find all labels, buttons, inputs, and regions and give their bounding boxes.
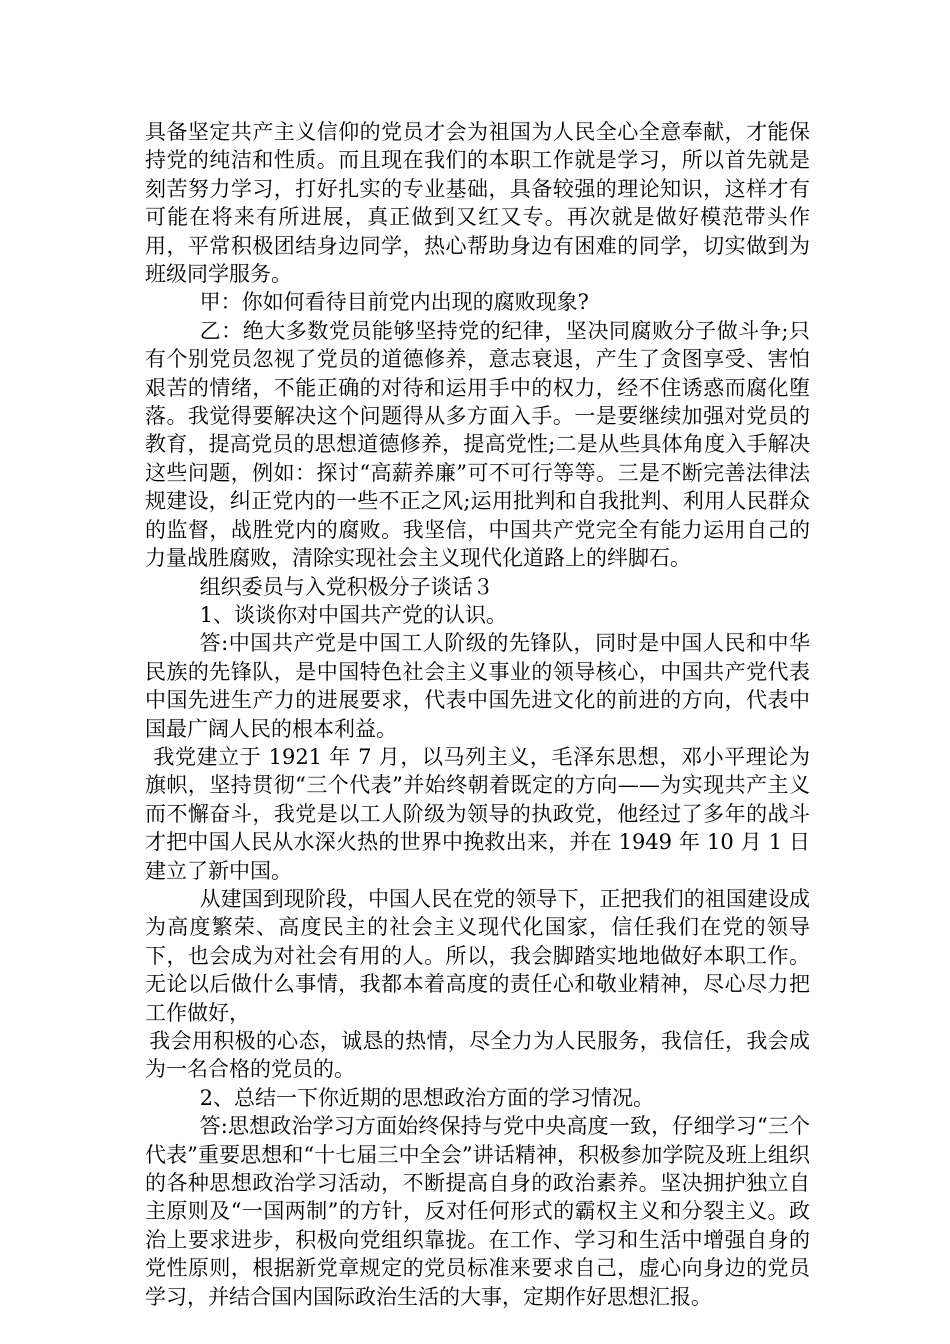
- answer-2: 答:思想政治学习方面始终保持与党中央高度一致，仔细学习“三个代表”重要思想和“十七届三中全会”讲话精神，积极参加学院及班上组织的各种思想政治学习活动，不断提高自身的政治素养。坚决拥护独立自主原则及“一国两制”的方针，反对任何形式的霸权主义和分裂主义。政治上要求进步，积极向党组织靠拢。在工作、学习和生活中增强自身的党性原则，根据新党章规定的党员标准来要求自己，虚心向身边的党员学习，并结合国内国际政治生活的大事，定期作好思想汇报。: [145, 1114, 810, 1309]
- paragraph-question-jia: 甲：你如何看待目前党内出现的腐败现象?: [199, 290, 589, 315]
- paragraph-since-founding: 从建国到现阶段，中国人民在党的领导下，正把我们的祖国建设成为高度繁荣、高度民主的社会主义现代化国家，信任我们在党的领导下，也会成为对社会有用的人。所以，我会脚踏实地地做好本职工作。无论以后做什么事情，我都本着高度的责任心和敬业精神，尽心尽力把工作做好，: [145, 886, 810, 1025]
- paragraph-answer-yi: 乙：绝大多数党员能够坚持党的纪律，坚决同腐败分子做斗争;只有个别党员忽视了党员的道德修养，意志衰退，产生了贪图享受、害怕艰苦的情绪，不能正确的对待和运用手中的权力，经不住诱惑而腐化堕落。我觉得要解决这个问题得从多方面入手。一是要继续加强对党员的教育，提高党员的思想道德修养，提高党性;二是从些具体角度入手解决这些问题，例如：探讨“高薪养廉”可不可行等等。三是不断完善法律法规建设，纠正党内的一些不正之风;运用批判和自我批判、利用人民群众的监督，战胜党内的腐败。我坚信，中国共产党完全有能力运用自己的力量战胜腐败，清除实现社会主义现代化道路上的绊脚石。: [145, 318, 810, 571]
- paragraph-commitment: 我会用积极的心态，诚恳的热情，尽全力为人民服务，我信任，我会成为一名合格的党员的。: [145, 1029, 810, 1082]
- question-2: 2、总结一下你近期的思想政治方面的学习情况。: [199, 1085, 654, 1110]
- document-body: [145, 118, 810, 1311]
- answer-1: 答:中国共产党是中国工人阶级的先锋队，同时是中国人民和中华民族的先锋队，是中国特色社会主义事业的领导核心，中国共产党代表中国先进生产力的进展要求，代表中国先进文化的前进的方向，代表中国最广阔人民的根本利益。: [145, 631, 810, 741]
- paragraph-party-history: 我党建立于 1921 年 7 月，以马列主义，毛泽东思想，邓小平理论为旗帜，坚持贯彻“三个代表”并始终朝着既定的方向——为实现共产主义而不懈奋斗，我党是以工人阶级为领导的执政党，他经过了多年的战斗才把中国人民从水深火热的世界中挽救出来，并在 1949 年 10 月 1 日建立了新中国。: [145, 744, 810, 883]
- question-1: 1、谈谈你对中国共产党的认识。: [199, 602, 507, 627]
- section-heading: 组织委员与入党积极分子谈话３: [199, 574, 494, 599]
- paragraph-continuation: 具备坚定共产主义信仰的党员才会为祖国为人民全心全意奉献，才能保持党的纯洁和性质。而且现在我们的本职工作就是学习，所以首先就是刻苦努力学习，打好扎实的专业基础，具备较强的理论知识，这样才有可能在将来有所进展，真正做到又红又专。再次就是做好模范带头作用，平常积极团结身边同学，热心帮助身边有困难的同学，切实做到为班级同学服务。: [145, 120, 810, 287]
